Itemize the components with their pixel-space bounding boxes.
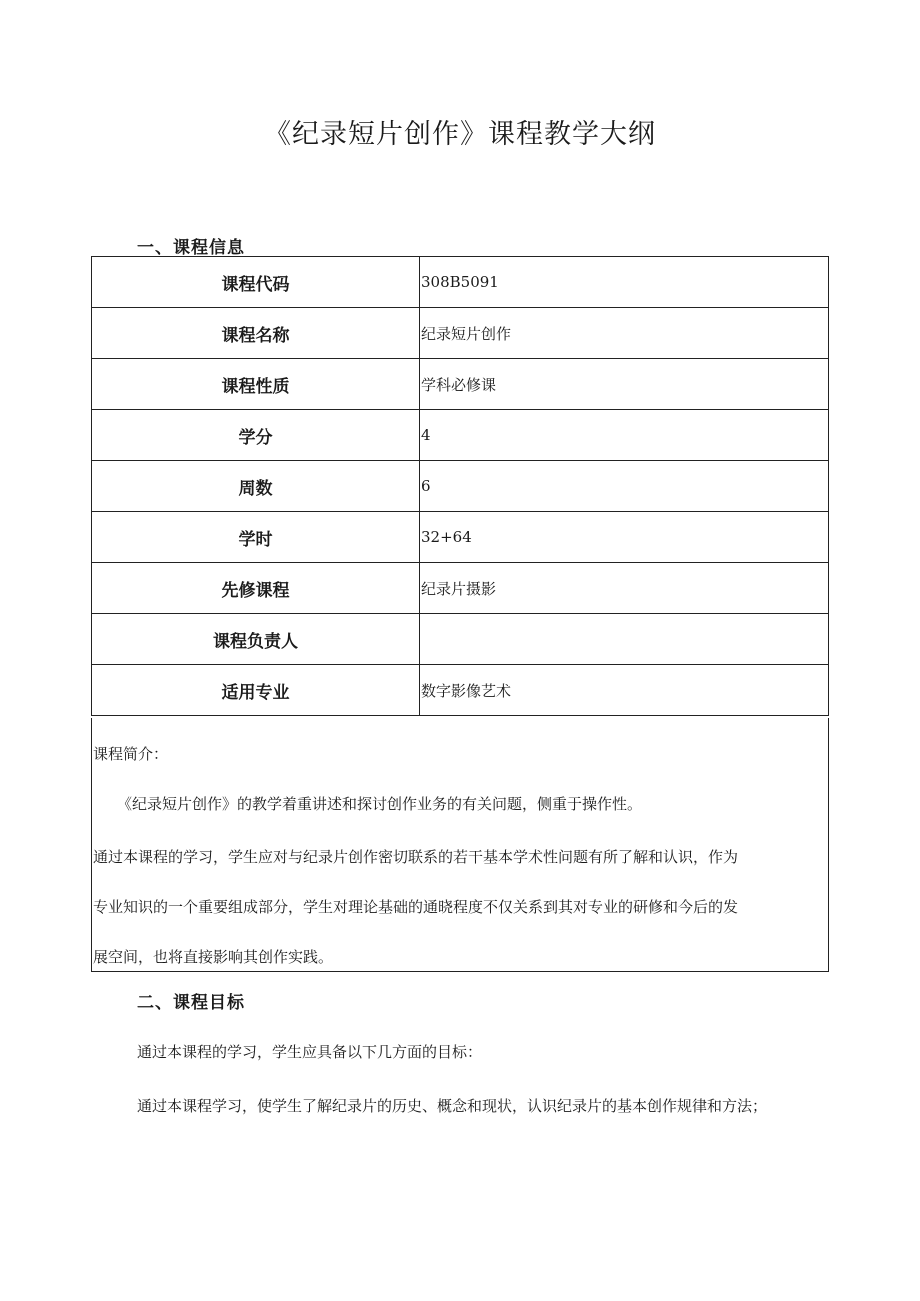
- row-label: 课程性质: [92, 359, 420, 410]
- table-row: [92, 563, 829, 614]
- table-row: [92, 308, 829, 359]
- row-label: 课程负责人: [92, 614, 420, 665]
- row-value: 4: [420, 410, 829, 461]
- row-value: 学科必修课: [420, 359, 829, 410]
- row-label: 学分: [92, 410, 420, 461]
- table-row: [92, 614, 829, 665]
- row-value: 6: [420, 461, 829, 512]
- course-intro-box: [91, 718, 829, 972]
- table-row: [92, 665, 829, 716]
- row-label: 学时: [92, 512, 420, 563]
- row-label: 先修课程: [92, 563, 420, 614]
- course-intro-text: 专业知识的一个重要组成部分，学生对理论基础的通晓程度不仅关系到其对专业的研修和今后的发: [93, 898, 739, 916]
- section-heading-course-goals: 二、课程目标: [137, 993, 245, 1013]
- table-row: [92, 257, 829, 308]
- row-label: 适用专业: [92, 665, 420, 716]
- goals-paragraph: 通过本课程学习，使学生了解纪录片的历史、概念和现状，认识纪录片的基本创作规律和方法；: [137, 1097, 768, 1115]
- row-value: 308B5091: [420, 257, 829, 308]
- row-label: 课程名称: [92, 308, 420, 359]
- row-value: 纪录片摄影: [420, 563, 829, 614]
- table-row: [92, 512, 829, 563]
- section-heading-course-info: 一、课程信息: [137, 238, 245, 258]
- course-intro-text: 展空间，也将直接影响其创作实践。: [93, 948, 334, 966]
- row-label: 周数: [92, 461, 420, 512]
- course-intro-text: 《纪录短片创作》的教学着重讲述和探讨创作业务的有关问题，侧重于操作性。: [117, 795, 643, 813]
- row-value: 数字影像艺术: [420, 665, 829, 716]
- row-label: 课程代码: [92, 257, 420, 308]
- course-intro-label: 课程简介：: [93, 745, 169, 763]
- row-value: 纪录短片创作: [420, 308, 829, 359]
- table-row: [92, 359, 829, 410]
- course-intro-text: 通过本课程的学习，学生应对与纪录片创作密切联系的若干基本学术性问题有所了解和认识，作为: [93, 848, 739, 866]
- row-value: [420, 614, 829, 665]
- goals-paragraph: 通过本课程的学习，学生应具备以下几方面的目标：: [137, 1043, 483, 1061]
- table-row: [92, 410, 829, 461]
- table-row: [92, 461, 829, 512]
- document-title: 《纪录短片创作》课程教学大纲: [264, 119, 656, 150]
- course-info-table: [91, 256, 829, 716]
- row-value: 32+64: [420, 512, 829, 563]
